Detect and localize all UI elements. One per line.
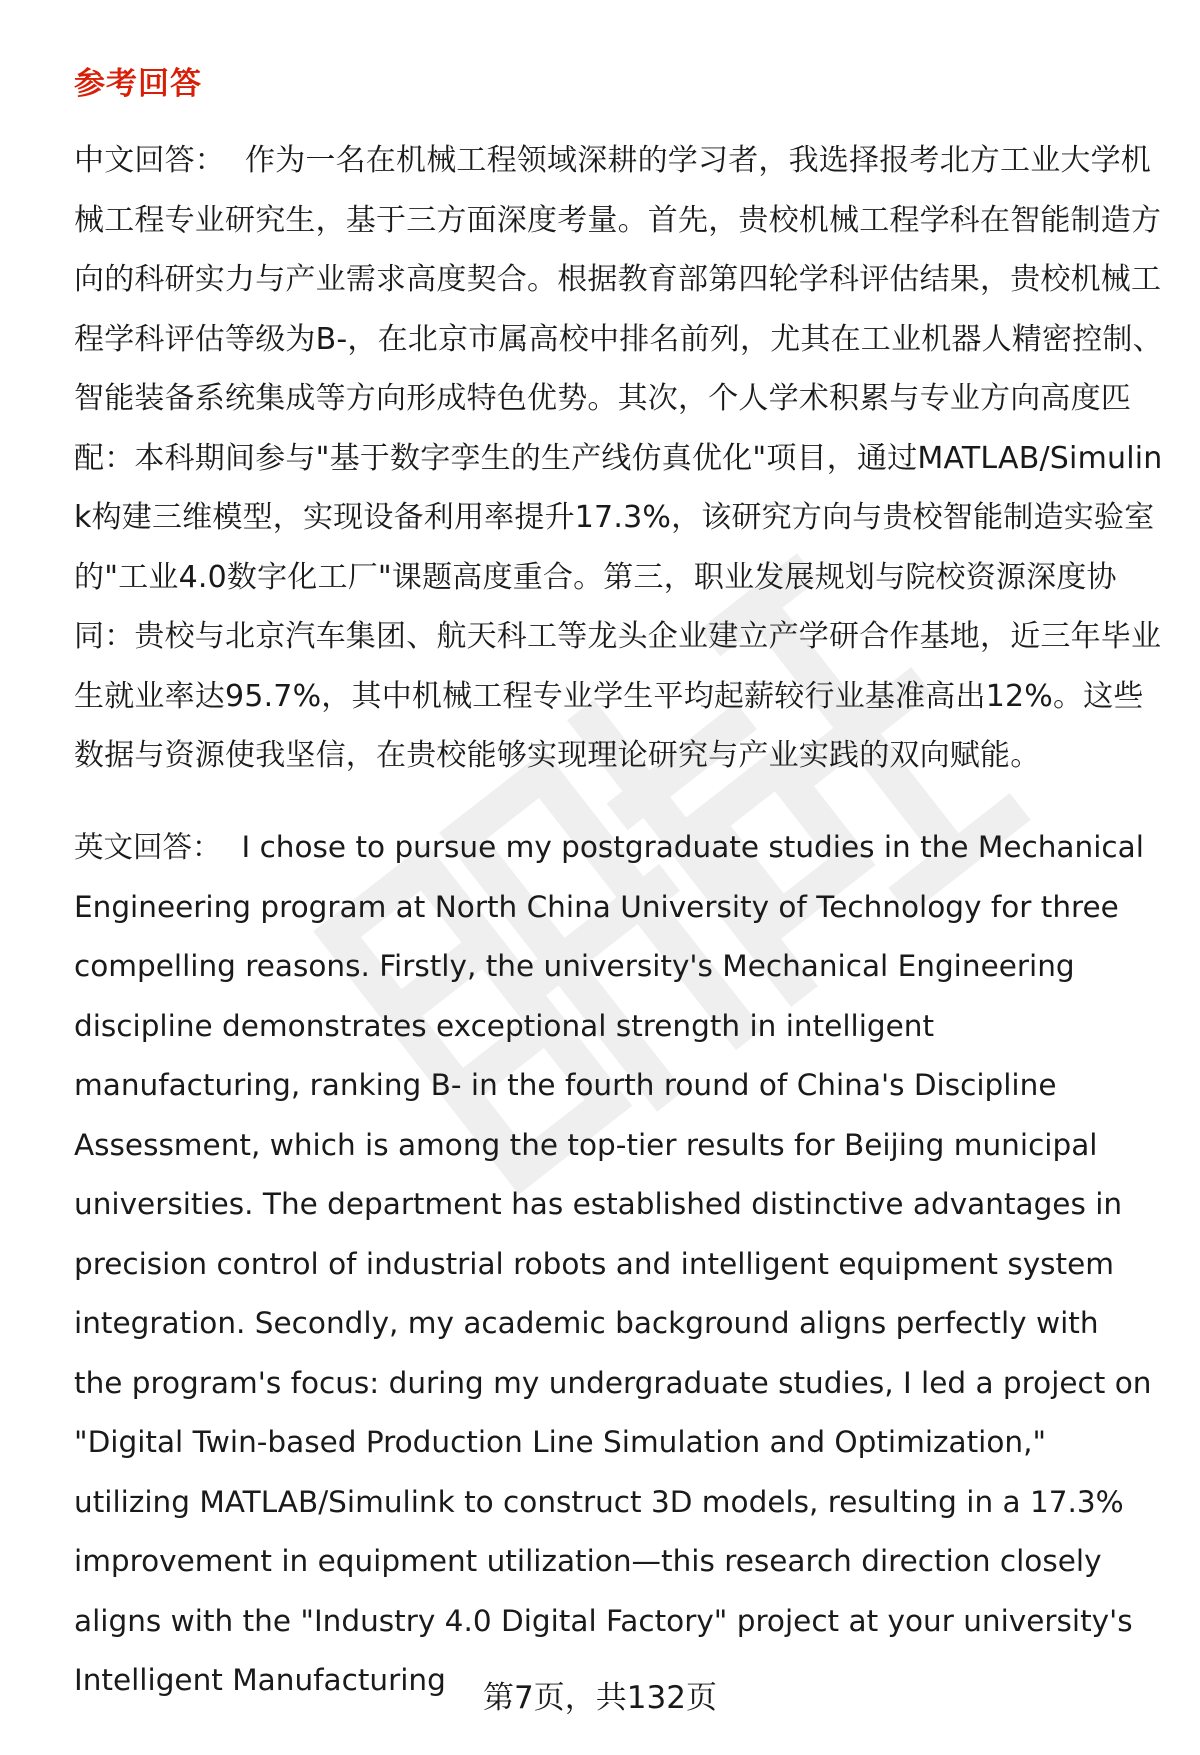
chinese-answer-label: 中文回答：	[74, 143, 225, 178]
chinese-answer-text: 作为一名在机械工程领域深耕的学习者，我选择报考北方工业大学机械工程专业研究生，基于三方面深度考量。首先，贵校机械工程学科在智能制造方向的科研实力与产业需求高度契合。根据教育部第四轮学科评估结果，贵校机械工程学科评估等级为B-，在北京市属高校中排名前列，尤其在工业机器人精密控制、智能装备系统集成等方向形成特色优势。其次，个人学术积累与专业方向高度匹配：本科期间参与"基于数字孪生的生产线仿真优化"项目，通过MATLAB/Simulink构建三维模型，实现设备利用率提升17.3%，该研究方向与贵校智能制造实验室的"工业4.0数字化工厂"课题高度重合。第三，职业发展规划与院校资源深度协同：贵校与北京汽车集团、航天科工等龙头企业建立产学研合作基地，近三年毕业生就业率达95.7%，其中机械工程专业学生平均起薪较行业基准高出12%。这些数据与资源使我坚信，在贵校能够实现理论研究与产业实践的双向赋能。	[74, 143, 1163, 773]
english-answer-text: I chose to pursue my postgraduate studies in the Mechanical Engineering program at North China University of Technology for three compelling reasons. Firstly, the university's Mechanical Engineering discipline demonstrates exceptional strength in intelligent manufacturing, ranking B- in the fourth round of China's Discipline Assessment, which is among the top-tier results for Beijing municipal universities. The department has established distinctive advantages in precision control of industrial robots and intelligent equipment system integration. Secondly, my academic background aligns perfectly with the program's focus: during my undergraduate studies, I led a project on "Digital Twin-based Production Line Simulation and Optimization," utilizing MATLAB/Simulink to construct 3D models, resulting in a 17.3% improvement in equipment utilization—this research direction closely aligns with the "Industry 4.0 Digital Factory" project at your university's Intelligent Manufacturing	[74, 830, 1152, 1697]
page-number-footer: 第7页，共132页	[483, 1680, 717, 1716]
english-answer-label: 英文回答：	[74, 830, 222, 864]
chinese-answer-paragraph	[74, 131, 1164, 786]
section-heading: 参考回答	[74, 66, 202, 102]
english-answer-paragraph	[74, 818, 1154, 1711]
